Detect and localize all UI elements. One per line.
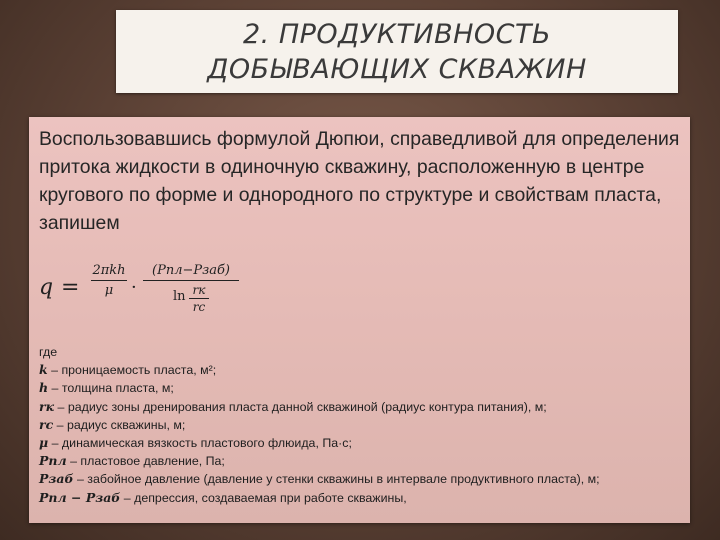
slide-title-line-1: 2. ПРОДУКТИВНОСТЬ [242, 18, 552, 50]
definition-symbol: rк [39, 398, 55, 414]
intro-paragraph: Воспользовавшись формулой Дюпюи, справедливой для определения притока жидкости в одиночную скважину, расположенную в центре кругового по форме и однородного по структуре и свойствам пласта, запишем [39, 128, 680, 234]
definition-text: – забойное давление (давление у стенки скважины в интервале продуктивного пласта), м; [73, 472, 600, 487]
definition-text: – динамическая вязкость пластового флюида, Па·с; [48, 436, 352, 451]
definition-symbol: Pзаб [39, 471, 74, 487]
fraction-1-bar [91, 280, 127, 281]
ln-operator: ln [173, 289, 186, 304]
definition-row [39, 470, 689, 488]
formula-lhs: q [39, 275, 54, 300]
formula-fraction-1 [91, 263, 127, 298]
definition-text: – пластовое давление, Па; [66, 454, 225, 469]
definition-row [39, 398, 689, 416]
content-panel [29, 117, 690, 523]
dupuit-formula [39, 263, 299, 323]
definition-symbol: Pпл − Pзаб [39, 489, 121, 505]
definition-row [39, 379, 689, 397]
radius-ratio [189, 283, 209, 314]
definition-symbol: Pпл [39, 453, 67, 469]
definition-symbol: rс [39, 416, 54, 432]
definition-text: – толщина пласта, м; [48, 381, 174, 396]
definition-text: – депрессия, создаваемая при работе скважины, [120, 490, 407, 505]
definition-symbol: μ [39, 435, 49, 451]
definition-text: – проницаемость пласта, м²; [47, 363, 217, 378]
definition-row [39, 416, 689, 434]
radius-ratio-denominator: rс [192, 300, 206, 314]
formula-fraction-2 [143, 263, 239, 313]
slide-title-line-2: ДОБЫВАЮЩИХ СКВАЖИН [207, 53, 587, 85]
definition-symbol: k [39, 362, 48, 378]
definition-text: где [39, 345, 58, 359]
formula-multiply-dot: · [131, 277, 137, 298]
definition-text: – радиус скважины, м; [53, 417, 186, 432]
definition-row [39, 489, 689, 507]
fraction-2-denominator [143, 283, 239, 313]
formula-equals: = [61, 275, 80, 300]
definition-row [39, 361, 689, 379]
fraction-2-bar [143, 280, 239, 281]
definition-row [39, 452, 689, 470]
definition-text: – радиус зоны дренирования пласта данной скважиной (радиус контура питания), м; [54, 399, 547, 414]
fraction-1-numerator: 2πkh [92, 263, 126, 278]
title-box [116, 10, 678, 93]
definition-row [39, 343, 689, 361]
definition-symbol: h [39, 380, 49, 396]
fraction-1-denominator: μ [104, 283, 114, 298]
definition-row [39, 434, 689, 452]
definitions-list [39, 343, 689, 507]
radius-ratio-numerator: rк [192, 283, 206, 297]
radius-ratio-bar [189, 298, 209, 299]
fraction-2-numerator: (Pпл−Pзаб) [152, 263, 230, 278]
